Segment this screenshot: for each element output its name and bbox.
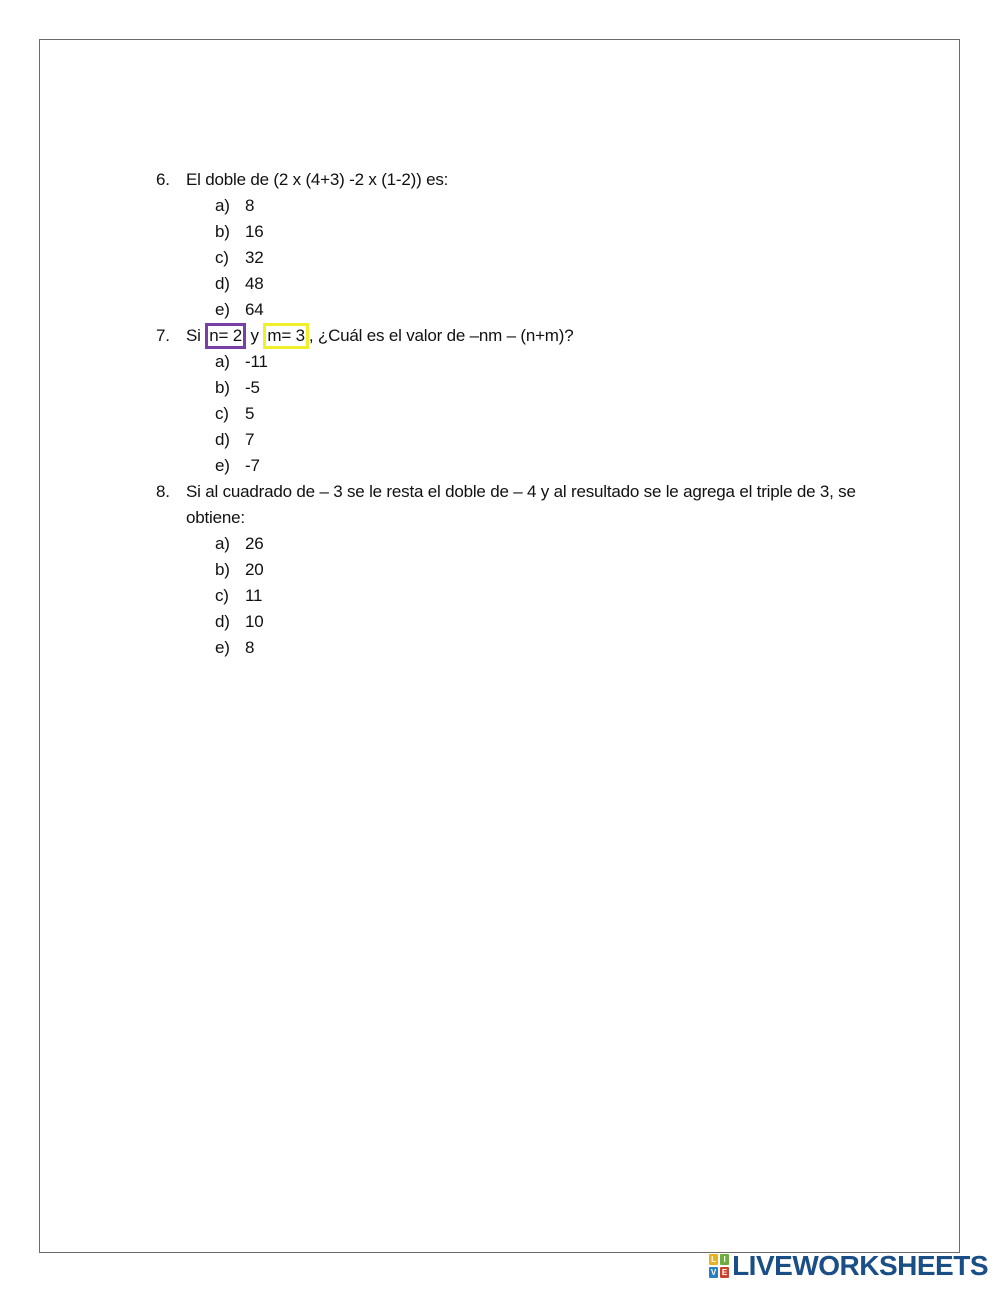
answer-options xyxy=(156,349,856,479)
question-number: 7. xyxy=(156,326,170,345)
option-letter: b) xyxy=(215,222,230,241)
option-letter: a) xyxy=(215,352,230,371)
question-text-middle: y xyxy=(246,326,264,345)
answer-option xyxy=(156,245,856,271)
question-text xyxy=(186,323,856,349)
option-value: -11 xyxy=(245,352,268,371)
option-letter: e) xyxy=(215,638,230,657)
option-value: 48 xyxy=(245,274,264,293)
answer-option xyxy=(156,635,856,661)
question-number: 6. xyxy=(156,170,170,189)
question-text: Si al cuadrado de – 3 se le resta el doble de – 4 y al resultado se le agrega el triple de 3, se obtiene: xyxy=(186,482,856,527)
logo-cell: V xyxy=(710,1268,717,1277)
answer-options xyxy=(156,193,856,323)
option-letter: a) xyxy=(215,196,230,215)
option-value: 7 xyxy=(245,430,255,449)
answer-options xyxy=(156,531,856,661)
option-letter: d) xyxy=(215,612,230,631)
question-7-line xyxy=(156,323,856,349)
option-letter: d) xyxy=(215,274,230,293)
brand-name: LIVEWORKSHEETS xyxy=(732,1250,988,1281)
option-value: 10 xyxy=(245,612,264,631)
option-value: 32 xyxy=(245,248,264,267)
logo-cell: I xyxy=(720,1254,729,1265)
option-value: 64 xyxy=(245,300,264,319)
question-8-line xyxy=(156,479,856,531)
option-letter: d) xyxy=(215,430,230,449)
liveworksheets-logo-icon xyxy=(709,1254,729,1278)
highlight-n-value: n= 2 xyxy=(205,323,246,349)
option-value: -5 xyxy=(245,378,260,397)
answer-option xyxy=(156,401,856,427)
logo-cell: E xyxy=(721,1268,728,1277)
logo-cell: L xyxy=(709,1254,718,1265)
option-letter: e) xyxy=(215,456,230,475)
question-8 xyxy=(156,479,856,661)
option-letter: b) xyxy=(215,378,230,397)
highlight-m-value: m= 3 xyxy=(263,323,308,349)
option-value: 5 xyxy=(245,404,255,423)
option-value: 26 xyxy=(245,534,264,553)
question-number: 8. xyxy=(156,482,170,501)
option-value: -7 xyxy=(245,456,260,475)
answer-option xyxy=(156,583,856,609)
option-value: 8 xyxy=(245,196,255,215)
question-text: El doble de (2 x (4+3) -2 x (1-2)) es: xyxy=(186,170,449,189)
question-6-line xyxy=(156,167,856,193)
answer-option xyxy=(156,297,856,323)
option-letter: b) xyxy=(215,560,230,579)
question-text-suffix: , ¿Cuál es el valor de –nm – (n+m)? xyxy=(308,326,574,345)
question-list xyxy=(156,167,856,661)
option-value: 16 xyxy=(245,222,264,241)
answer-option xyxy=(156,557,856,583)
option-letter: c) xyxy=(215,404,229,423)
option-value: 20 xyxy=(245,560,264,579)
option-letter: c) xyxy=(215,248,229,267)
answer-option xyxy=(156,219,856,245)
question-7 xyxy=(156,323,856,479)
answer-option xyxy=(156,271,856,297)
option-letter: a) xyxy=(215,534,230,553)
option-value: 8 xyxy=(245,638,255,657)
answer-option xyxy=(156,453,856,479)
liveworksheets-logo[interactable] xyxy=(709,1251,988,1281)
option-value: 11 xyxy=(245,586,263,605)
answer-option xyxy=(156,609,856,635)
option-letter: e) xyxy=(215,300,230,319)
answer-option xyxy=(156,427,856,453)
answer-option xyxy=(156,193,856,219)
question-text-prefix: Si xyxy=(186,326,206,345)
question-6 xyxy=(156,167,856,323)
answer-option xyxy=(156,375,856,401)
option-letter: c) xyxy=(215,586,229,605)
answer-option xyxy=(156,531,856,557)
answer-option xyxy=(156,349,856,375)
